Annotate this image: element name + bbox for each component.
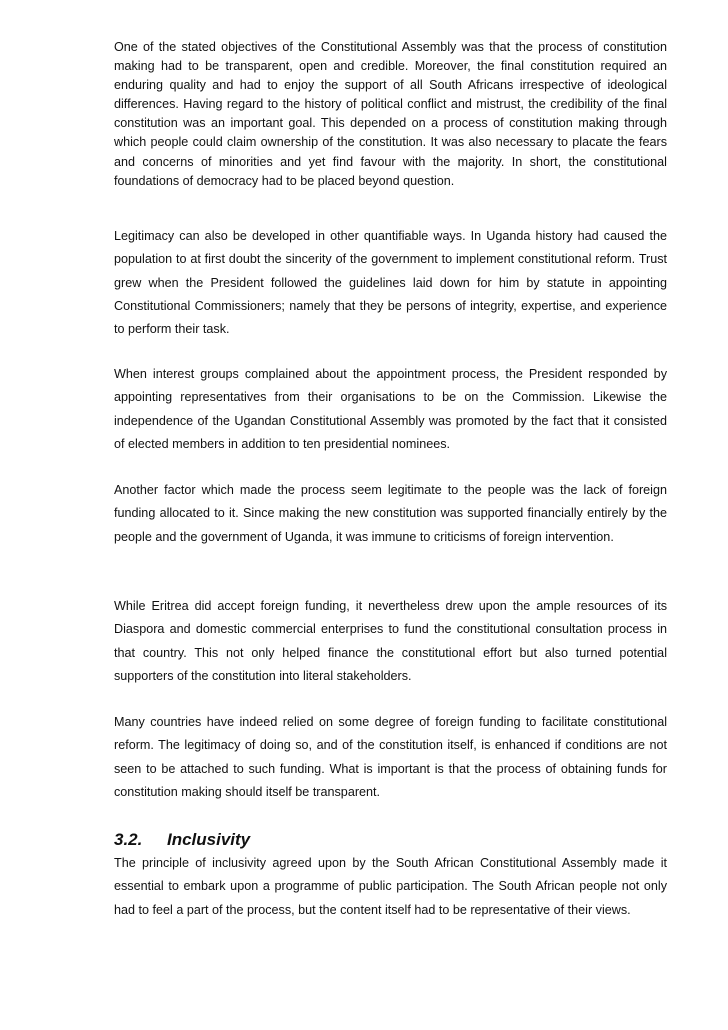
paragraph-eritrea: While Eritrea did accept foreign funding, it nevertheless drew upon the ample resources of its Diaspora and domestic commercial enterprises to fund the constitutional consultation process in that country. This not only helped finance the constitutional effort but also turned potential supporters of the constitution into literal stakeholders. — [114, 599, 667, 683]
paragraph-inclusivity: The principle of inclusivity agreed upon by the South African Constitutional Assembly made it essential to embark upon a programme of public participation. The South African people not only had to feel a part of the process, but the content itself had to be representative of their views. — [114, 856, 667, 917]
section-number: 3.2. — [114, 830, 143, 849]
section-title: Inclusivity — [167, 830, 251, 849]
paragraph-foreign-funding-transparency: Many countries have indeed relied on some degree of foreign funding to facilitate constitutional reform. The legitimacy of doing so, and of the constitution itself, is enhanced if conditions are not seen to be attached to such funding. What is important is that the process of obtaining funds for constitution making should itself be transparent. — [114, 715, 667, 799]
section-heading — [114, 829, 250, 851]
paragraph-constitutional-assembly-objectives: One of the stated objectives of the Constitutional Assembly was that the process of constitution making had to be transparent, open and credible. Moreover, the final constitution required an enduring quality and had to enjoy the support of all South Africans irrespective of ideological differences. Having regard to the history of political conflict and mistrust, the credibility of the final constitution was an important goal. This depended on a process of constitution making through which people could claim ownership of the constitution. It was also necessary to placate the fears and concerns of minorities and yet find favour with the majority. In short, the constitutional foundations of democracy had to be placed beyond question. — [114, 40, 667, 188]
paragraph-legitimacy-uganda: Legitimacy can also be developed in other quantifiable ways. In Uganda history had caused the population to at first doubt the sincerity of the government to implement constitutional reform. Trust grew when the President followed the guidelines laid down for him by statute in appointing Constitutional Commissioners; namely that they be persons of integrity, expertise, and experience to perform their task. — [114, 229, 667, 337]
paragraph-interest-groups: When interest groups complained about the appointment process, the President responded by appointing representatives from their organisations to be on the Commission. Likewise the independence of the Ugandan Constitutional Assembly was promoted by the fact that it consisted of elected members in addition to ten presidential nominees. — [114, 367, 667, 451]
paragraph-foreign-funding: Another factor which made the process seem legitimate to the people was the lack of foreign funding allocated to it. Since making the new constitution was supported financially entirely by the people and the government of Uganda, it was immune to criticisms of foreign intervention. — [114, 483, 667, 544]
